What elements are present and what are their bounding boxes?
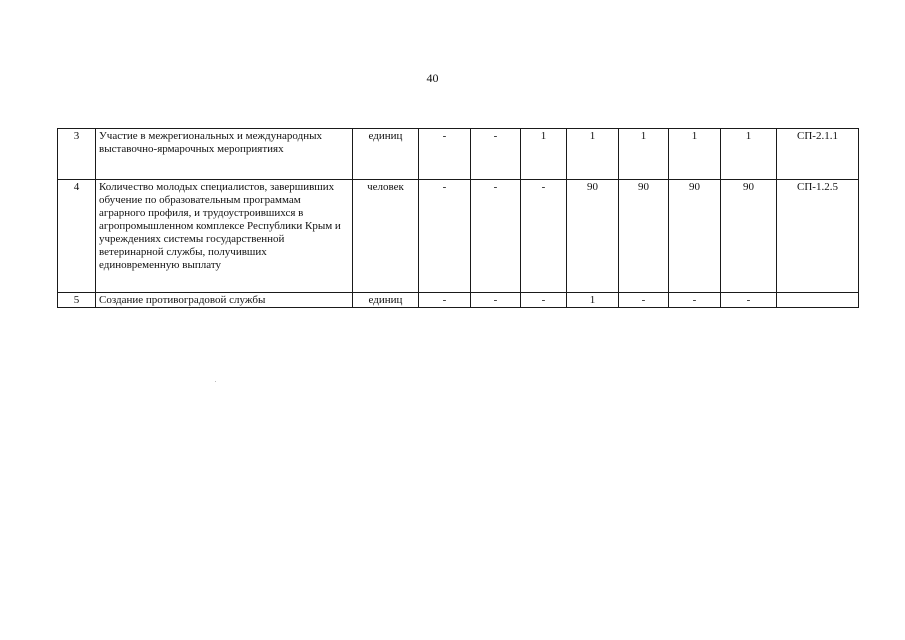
indicator-name: Участие в межрегиональных и международных выставочно-ярмарочных мероприятиях xyxy=(96,129,353,180)
value-cell: 90 xyxy=(619,180,669,293)
value-cell: - xyxy=(471,129,521,180)
table-row xyxy=(58,293,859,308)
value-cell: 1 xyxy=(567,129,619,180)
code-cell: СП-2.1.1 xyxy=(777,129,859,180)
value-cell: 90 xyxy=(721,180,777,293)
indicator-name: Создание противоградовой службы xyxy=(96,293,353,308)
code-cell: СП-1.2.5 xyxy=(777,180,859,293)
page-number: 40 xyxy=(426,71,439,85)
value-cell: 1 xyxy=(567,293,619,308)
code-cell xyxy=(777,293,859,308)
value-cell: - xyxy=(419,180,471,293)
unit-cell: единиц xyxy=(353,129,419,180)
value-cell: 1 xyxy=(669,129,721,180)
indicator-name: Количество молодых специалистов, завершивших обучение по образовательным программам аграрного профиля, и трудоустроившихся в агропромышленном комплексе Республики Крым и учреждениях системы государственной ветеринарной службы, получивших единовременную выплату xyxy=(96,180,353,293)
table-row xyxy=(58,180,859,293)
row-number: 3 xyxy=(58,129,96,180)
value-cell: 90 xyxy=(567,180,619,293)
indicators-table xyxy=(57,128,859,308)
value-cell: - xyxy=(521,293,567,308)
value-cell: - xyxy=(619,293,669,308)
unit-cell: человек xyxy=(353,180,419,293)
scan-speck xyxy=(215,381,216,382)
value-cell: - xyxy=(669,293,721,308)
value-cell: 1 xyxy=(619,129,669,180)
value-cell: - xyxy=(471,180,521,293)
value-cell: 1 xyxy=(721,129,777,180)
value-cell: - xyxy=(471,293,521,308)
row-number: 5 xyxy=(58,293,96,308)
row-number: 4 xyxy=(58,180,96,293)
table-row xyxy=(58,129,859,180)
value-cell: 90 xyxy=(669,180,721,293)
value-cell: 1 xyxy=(521,129,567,180)
value-cell: - xyxy=(419,293,471,308)
unit-cell: единиц xyxy=(353,293,419,308)
value-cell: - xyxy=(721,293,777,308)
value-cell: - xyxy=(419,129,471,180)
value-cell: - xyxy=(521,180,567,293)
